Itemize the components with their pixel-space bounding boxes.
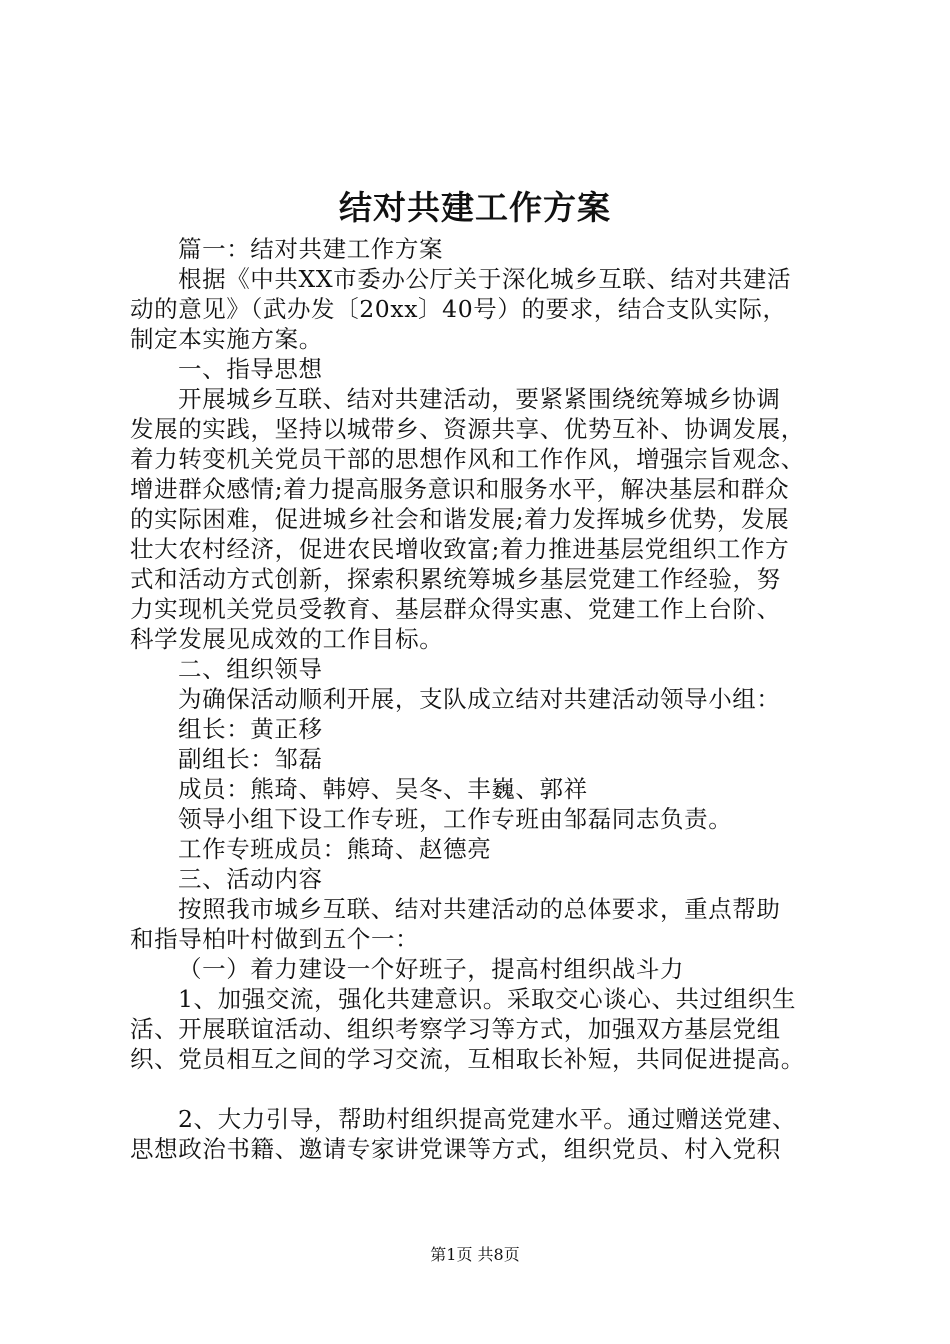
- subsection-heading: （一）着力建设一个好班子，提高村组织战斗力: [178, 955, 685, 983]
- paragraph-line: 按照我市城乡互联、结对共建活动的总体要求，重点帮助: [178, 895, 781, 923]
- document-body: [130, 234, 830, 1164]
- member-line: 副组长：邹磊: [178, 745, 323, 773]
- paragraph-line: 1、加强交流，强化共建意识。采取交心谈心、共过组织生: [178, 985, 797, 1013]
- paragraph-line: 和指导柏叶村做到五个一：: [130, 925, 420, 953]
- section-heading: 篇一：结对共建工作方案: [178, 235, 444, 263]
- paragraph-line: 的实际困难，促进城乡社会和谐发展;着力发挥城乡优势，发展: [130, 505, 790, 533]
- section-heading: 二、组织领导: [178, 655, 323, 683]
- paragraph-line: 根据《中共XX市委办公厅关于深化城乡互联、结对共建活: [178, 265, 792, 293]
- section-heading: 三、活动内容: [178, 865, 323, 893]
- paragraph-gap: [130, 1074, 830, 1104]
- paragraph-line: 制定本实施方案。: [130, 325, 323, 353]
- member-line: 工作专班成员：熊琦、赵德亮: [178, 835, 492, 863]
- paragraph-line: 式和活动方式创新，探索积累统筹城乡基层党建工作经验，努: [130, 565, 781, 593]
- paragraph-line: 为确保活动顺利开展，支队成立结对共建活动领导小组：: [178, 685, 781, 713]
- paragraph-line: 增进群众感情;着力提高服务意识和服务水平，解决基层和群众: [130, 475, 790, 503]
- paragraph-line: 思想政治书籍、邀请专家讲党课等方式，组织党员、村入党积: [130, 1135, 781, 1163]
- paragraph-line: 壮大农村经济，促进农民增收致富;着力推进基层党组织工作方: [130, 535, 790, 563]
- paragraph-line: 科学发展见成效的工作目标。: [130, 625, 444, 653]
- paragraph-line: 力实现机关党员受教育、基层群众得实惠、党建工作上台阶、: [130, 595, 781, 623]
- paragraph-line: 着力转变机关党员干部的思想作风和工作作风，增强宗旨观念、: [130, 445, 805, 473]
- paragraph-line: 领导小组下设工作专班，工作专班由邹磊同志负责。: [178, 805, 733, 833]
- paragraph-line: 2、大力引导，帮助村组织提高党建水平。通过赠送党建、: [178, 1105, 797, 1133]
- page-number-footer: 第1页 共8页: [430, 1245, 520, 1264]
- paragraph-line: 开展城乡互联、结对共建活动，要紧紧围绕统筹城乡协调: [178, 385, 781, 413]
- member-line: 组长：黄正移: [178, 715, 323, 743]
- paragraph-line: 织、党员相互之间的学习交流，互相取长补短，共同促进提高。: [130, 1045, 805, 1073]
- paragraph-line: 活、开展联谊活动、组织考察学习等方式，加强双方基层党组: [130, 1015, 781, 1043]
- paragraph-line: 发展的实践，坚持以城带乡、资源共享、优势互补、协调发展，: [130, 415, 805, 443]
- document-title: 结对共建工作方案: [339, 188, 611, 227]
- member-line: 成员：熊琦、韩婷、吴冬、丰巍、郭祥: [178, 775, 588, 803]
- section-heading: 一、指导思想: [178, 355, 323, 383]
- paragraph-line: 动的意见》（武办发〔20xx〕40号）的要求，结合支队实际，: [130, 295, 787, 323]
